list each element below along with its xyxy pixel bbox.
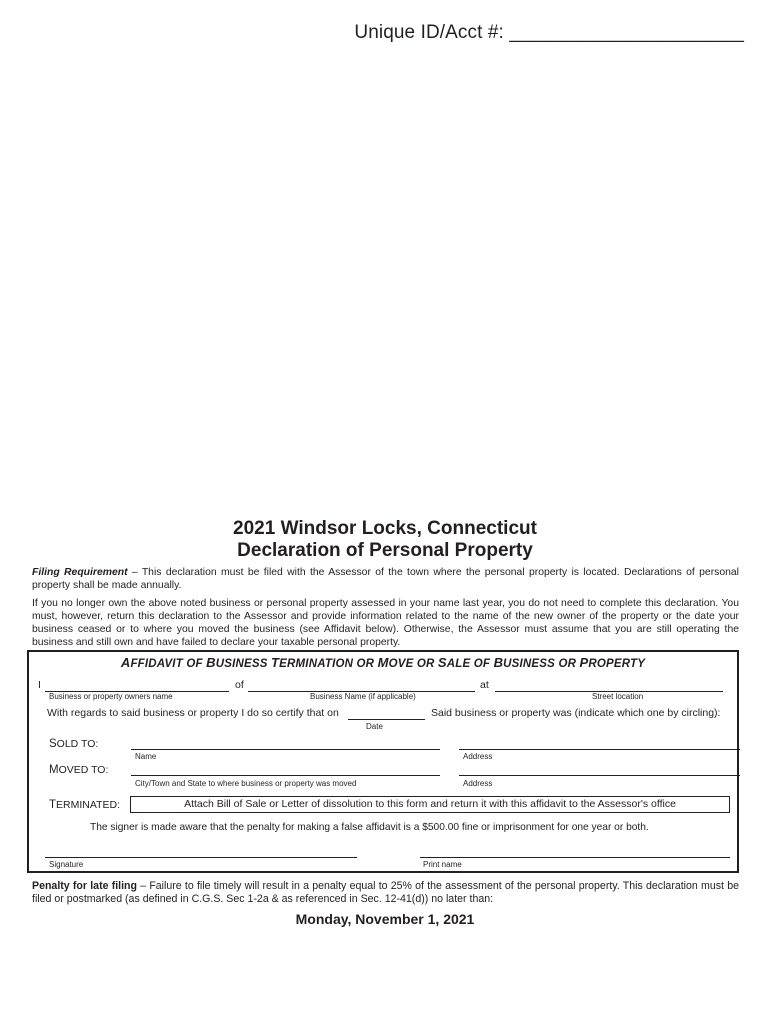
caption-signature: Signature — [49, 860, 84, 869]
moved-to-city-field[interactable] — [131, 775, 440, 776]
affidavit-box — [27, 650, 739, 872]
sold-to-name-field[interactable] — [131, 749, 440, 750]
word-i: I — [38, 679, 41, 691]
affidavit-box-bottom — [27, 871, 739, 873]
caption-business-name: Business Name (if applicable) — [310, 692, 416, 701]
false-affidavit-notice: The signer is made aware that the penalty for making a false affidavit is a $500.00 fine or imprisonment for one year or both. — [90, 822, 649, 833]
moved-to-label[interactable]: MOVED TO: — [49, 764, 109, 776]
caption-date: Date — [366, 722, 383, 731]
filing-requirement — [32, 566, 739, 592]
unique-id-label: Unique ID/Acct #: ______________________ — [354, 22, 744, 43]
certify-tail: Said business or property was (indicate which one by circling): — [431, 707, 721, 719]
signature-field[interactable] — [45, 857, 357, 858]
filing-deadline: Monday, November 1, 2021 — [295, 911, 475, 927]
late-filing-heading: Penalty for late filing — [32, 880, 137, 892]
late-filing-text: – Failure to file timely will result in a penalty equal to 25% of the assessment of the personal property. This declaration must be filed or postmarked (as defined in C.G.S. Sec 1-2a & as referenced in Sec. 12-41(d)) no later than: — [32, 880, 739, 905]
sold-to-label[interactable]: SOLD TO: — [49, 738, 99, 750]
caption-name: Name — [135, 752, 157, 761]
affidavit-title: AFFIDAVIT OF BUSINESS TERMINATION OR MOVE OR SALE OF BUSINESS OR PROPERTY — [120, 655, 646, 670]
caption-address-2: Address — [463, 779, 493, 788]
form-subtitle: Declaration of Personal Property — [237, 540, 533, 561]
caption-address-1: Address — [463, 752, 493, 761]
no-longer-own-paragraph: If you no longer own the above noted business or personal property assessed in your name last year, you do not need to complete this declaration. You must, however, return this declaration to the Assessor and provide information related to the name of the new owner of the property or the date your business ceased or to where you moved the business (see Affidavit below). Otherwise, the Assessor must assume that you are still operating the business and still own and have failed to declare your taxable personal property. — [32, 598, 739, 648]
word-at: at — [480, 679, 489, 691]
moved-to-address-field[interactable] — [459, 775, 740, 776]
certify-text: With regards to said business or property I do so certify that on — [47, 707, 339, 719]
sold-to-address-field[interactable] — [459, 749, 740, 750]
filing-requirement-text: – This declaration must be filed with the Assessor of the town where the personal property is located. Declarations of personal property shall be made annually. — [32, 567, 739, 591]
caption-city-town: City/Town and State to where business or property was moved — [135, 779, 357, 788]
word-of: of — [235, 679, 244, 691]
terminated-instruction-box: Attach Bill of Sale or Letter of dissolution to this form and return it with this affidavit to the Assessor's office — [130, 796, 730, 813]
filing-requirement-heading: Filing Requirement — [32, 567, 128, 578]
caption-street-location: Street location — [592, 692, 644, 701]
caption-print-name: Print name — [423, 860, 462, 869]
print-name-field[interactable] — [420, 857, 730, 858]
date-field[interactable] — [348, 719, 425, 720]
late-filing-paragraph — [32, 880, 739, 906]
caption-owner-name: Business or property owners name — [49, 692, 173, 701]
form-title: 2021 Windsor Locks, Connecticut — [233, 518, 537, 539]
terminated-label[interactable]: TERMINATED: — [49, 799, 121, 811]
